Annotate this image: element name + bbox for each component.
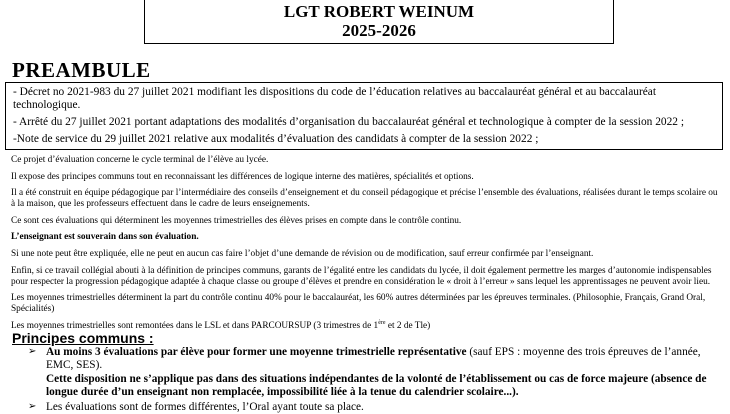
paragraph-text: et 2 de Tle) xyxy=(385,320,431,331)
principle-bold: Au moins 3 évaluations par élève pour former une moyenne trimestrielle représentative xyxy=(46,346,467,358)
paragraph-emphasis: L’enseignant est souverain dans son évaluation. xyxy=(11,232,199,243)
school-year: 2025-2026 xyxy=(342,21,416,40)
paragraph: Si une note peut être expliquée, elle ne peut en aucun cas faire l’objet d’une demande de révision ou de modification, sauf erreur confirmée par l’enseignant. xyxy=(11,248,594,259)
principle-note: Cette disposition ne s’applique pas dans des situations indépendantes de la volonté de l’établissement ou cas de force majeure (absence de longue durée d’un enseignant non remplacée, impossibilité liée à la tenue du calendrier scolaire...). xyxy=(46,373,707,398)
list-item xyxy=(28,401,726,414)
superscript: ère xyxy=(378,319,386,326)
legal-ref-note: -Note de service du 29 juillet 2021 relative aux modalités d’évaluation des candidats à compter de la session 2022 ; xyxy=(13,133,539,145)
principles-list xyxy=(28,346,726,414)
legal-ref-arrete: - Arrêté du 27 juillet 2021 portant adaptations des modalités d’organisation du baccalauréat général et technologique à compter de la session 2022 ; xyxy=(13,116,685,128)
preamble-body xyxy=(11,155,723,337)
paragraph-text: Les moyennes trimestrielles sont remontées dans le LSL et dans PARCOURSUP (3 trimestres de 1 xyxy=(11,320,379,331)
arrow-bullet-icon: ➢ xyxy=(28,401,37,412)
legal-ref-decret: - Décret no 2021-983 du 27 juillet 2021 modifiant les dispositions du code de l’éducation relatives au baccalauréat général et au baccalauréat technologique. xyxy=(13,86,657,111)
legal-references-box xyxy=(5,82,723,150)
paragraph: Les moyennes trimestrielles déterminent la part du contrôle continu 40% pour le baccalauréat, les 60% autres déterminées par les épreuves terminales. (Philosophie, Français, Grand Oral, Spécialités) xyxy=(11,293,706,315)
arrow-bullet-icon: ➢ xyxy=(28,346,37,357)
list-item xyxy=(28,346,726,398)
paragraph: Il expose des principes communs tout en reconnaissant les différences de logique interne des matières, spécialités et options. xyxy=(11,171,474,182)
paragraph: Ce projet d’évaluation concerne le cycle terminal de l’élève au lycée. xyxy=(11,155,269,165)
principle-text: (sauf EPS : moyenne des trois épreuves de l’année, EMC, SES). xyxy=(46,346,701,371)
paragraph: Il a été construit en équipe pédagogique par l’intermédiaire des conseils d’enseignement et du conseil pédagogique et précise l’ensemble des évaluations, réalisées durant le temps scolaire ou à la maison, que les professeurs effectuent dans le cadre de leurs enseignements. xyxy=(11,188,718,210)
principles-title: Principes communs : xyxy=(12,330,154,346)
paragraph: Ce sont ces évaluations qui déterminent les moyennes trimestrielles des élèves prises en compte dans le contrôle continu. xyxy=(11,215,462,226)
paragraph: Enfin, si ce travail collégial abouti à la définition de principes communs, garants de l’égalité entre les candidats du lycée, il doit également permettre les marges d’autonomie indispensables pour respecter la progression pédagogique adaptée à chaque classe ou groupe d’élèves et prendre en considération le « droit à l’erreur » sans lequel les apprentissages ne peuvent avoir lieu. xyxy=(11,265,712,287)
principle-text: Les évaluations sont de formes différentes, l’Oral ayant toute sa place. xyxy=(46,401,364,413)
school-name: LGT ROBERT WEINUM xyxy=(283,2,475,21)
page-title: PREAMBULE xyxy=(12,58,151,82)
header-box xyxy=(144,0,614,44)
